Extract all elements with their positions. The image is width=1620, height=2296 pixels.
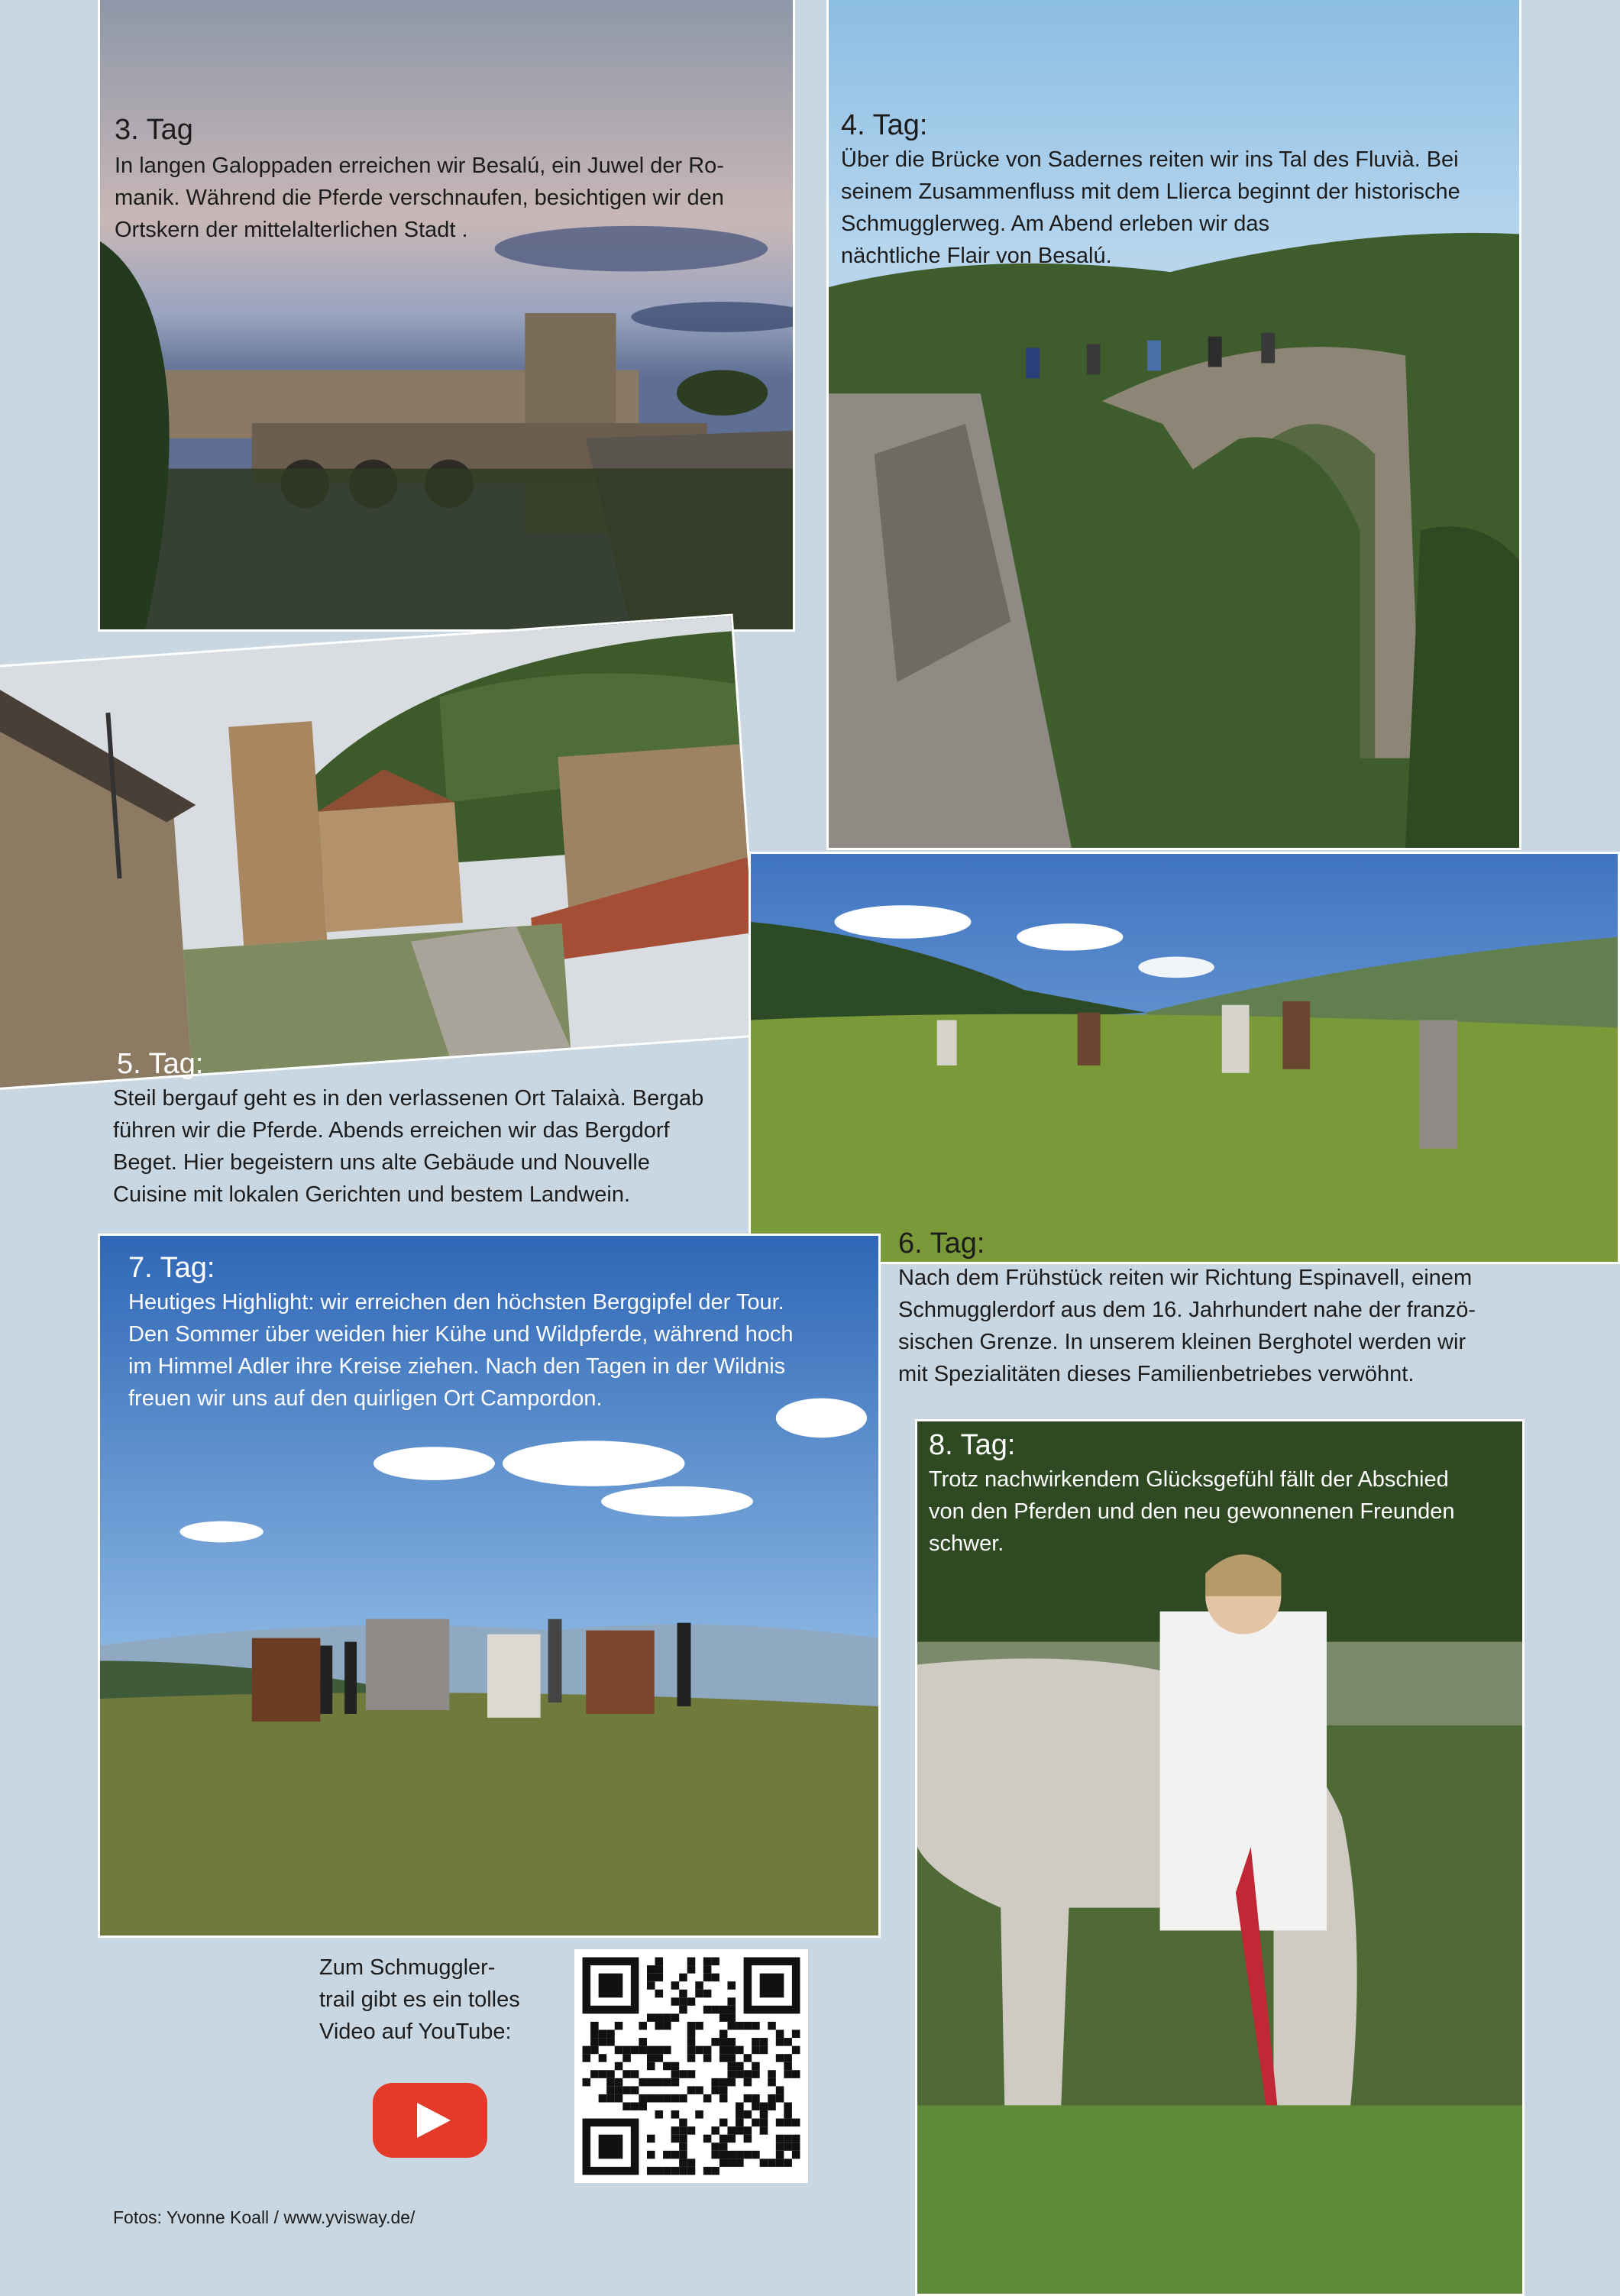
day7-text [128,1286,862,1415]
day7-line: Heutiges Highlight: wir erreichen den höchsten Berggipfel der Tour. [128,1290,784,1315]
day8-line: von den Pferden und den neu gewonnenen Freunden [929,1499,1455,1524]
day4-line: Schmugglerweg. Am Abend erleben wir das [841,212,1269,236]
day6-text [898,1262,1586,1390]
video-promo-text [319,1952,548,2048]
day4-text [841,144,1528,272]
youtube-play-button[interactable] [373,2083,487,2158]
day3-line: In langen Galoppaden erreichen wir Besalú, ein Juwel der Ro- [115,154,724,178]
day8-line: schwer. [929,1531,1004,1556]
day5-line: führen wir die Pferde. Abends erreichen wir das Bergdorf [113,1118,670,1143]
day6-title: 6. Tag: [898,1227,985,1260]
day7-line: freuen wir uns auf den quirligen Ort Campordon. [128,1386,603,1411]
day6-line: sischen Grenze. In unserem kleinen Berghotel werden wir [898,1330,1466,1354]
day6-line: mit Spezialitäten dieses Familienbetriebes verwöhnt. [898,1362,1415,1386]
video-line: Video auf YouTube: [319,2020,512,2044]
video-line: Zum Schmuggler- [319,1955,496,1980]
photo-day5-beget-village [0,613,762,1090]
photo-day3-besalu-bridge [98,0,795,632]
day5-line: Steil bergauf geht es in den verlassenen Ort Talaixà. Bergab [113,1086,704,1111]
day4-line: Über die Brücke von Sadernes reiten wir ins Tal des Fluvià. Bei [841,147,1459,172]
day5-title: 5. Tag: [117,1048,204,1080]
day4-line: seinem Zusammenfluss mit dem Llierca beginnt der historische [841,179,1460,204]
photo-day6-meadow-ride [749,852,1620,1264]
day3-title: 3. Tag [115,114,193,146]
qr-code[interactable] [574,1949,808,2183]
day6-line: Schmugglerdorf aus dem 16. Jahrhundert nahe der franzö- [898,1298,1476,1322]
day8-line: Trotz nachwirkendem Glücksgefühl fällt der Abschied [929,1467,1449,1492]
youtube-play-icon [373,2083,487,2158]
video-line: trail gibt es ein tolles [319,1987,520,2012]
photo-day4-sadernes-bridge [826,0,1521,850]
day3-text [115,150,787,246]
day8-text [929,1463,1517,1560]
photo-credit: Fotos: Yvonne Koall / www.yvisway.de/ [113,2207,416,2227]
day5-line: Cuisine mit lokalen Gerichten und bestem Landwein. [113,1182,631,1207]
day5-text [113,1082,747,1211]
day6-line: Nach dem Frühstück reiten wir Richtung Espinavell, einem [898,1266,1473,1290]
day5-line: Beget. Hier begeistern uns alte Gebäude und Nouvelle [113,1150,650,1175]
day7-line: im Himmel Adler ihre Kreise ziehen. Nach den Tagen in der Wildnis [128,1354,786,1379]
day4-title: 4. Tag: [841,109,928,141]
day7-title: 7. Tag: [128,1252,215,1284]
day3-line: Ortskern der mittelalterlichen Stadt . [115,218,468,242]
day7-line: Den Sommer über weiden hier Kühe und Wildpferde, während hoch [128,1322,794,1347]
day8-title: 8. Tag: [929,1429,1016,1461]
qr-code-pattern [574,1949,808,2183]
day3-line: manik. Während die Pferde verschnaufen, besichtigen wir den [115,186,724,210]
day4-line: nächtliche Flair von Besalú. [841,244,1112,268]
